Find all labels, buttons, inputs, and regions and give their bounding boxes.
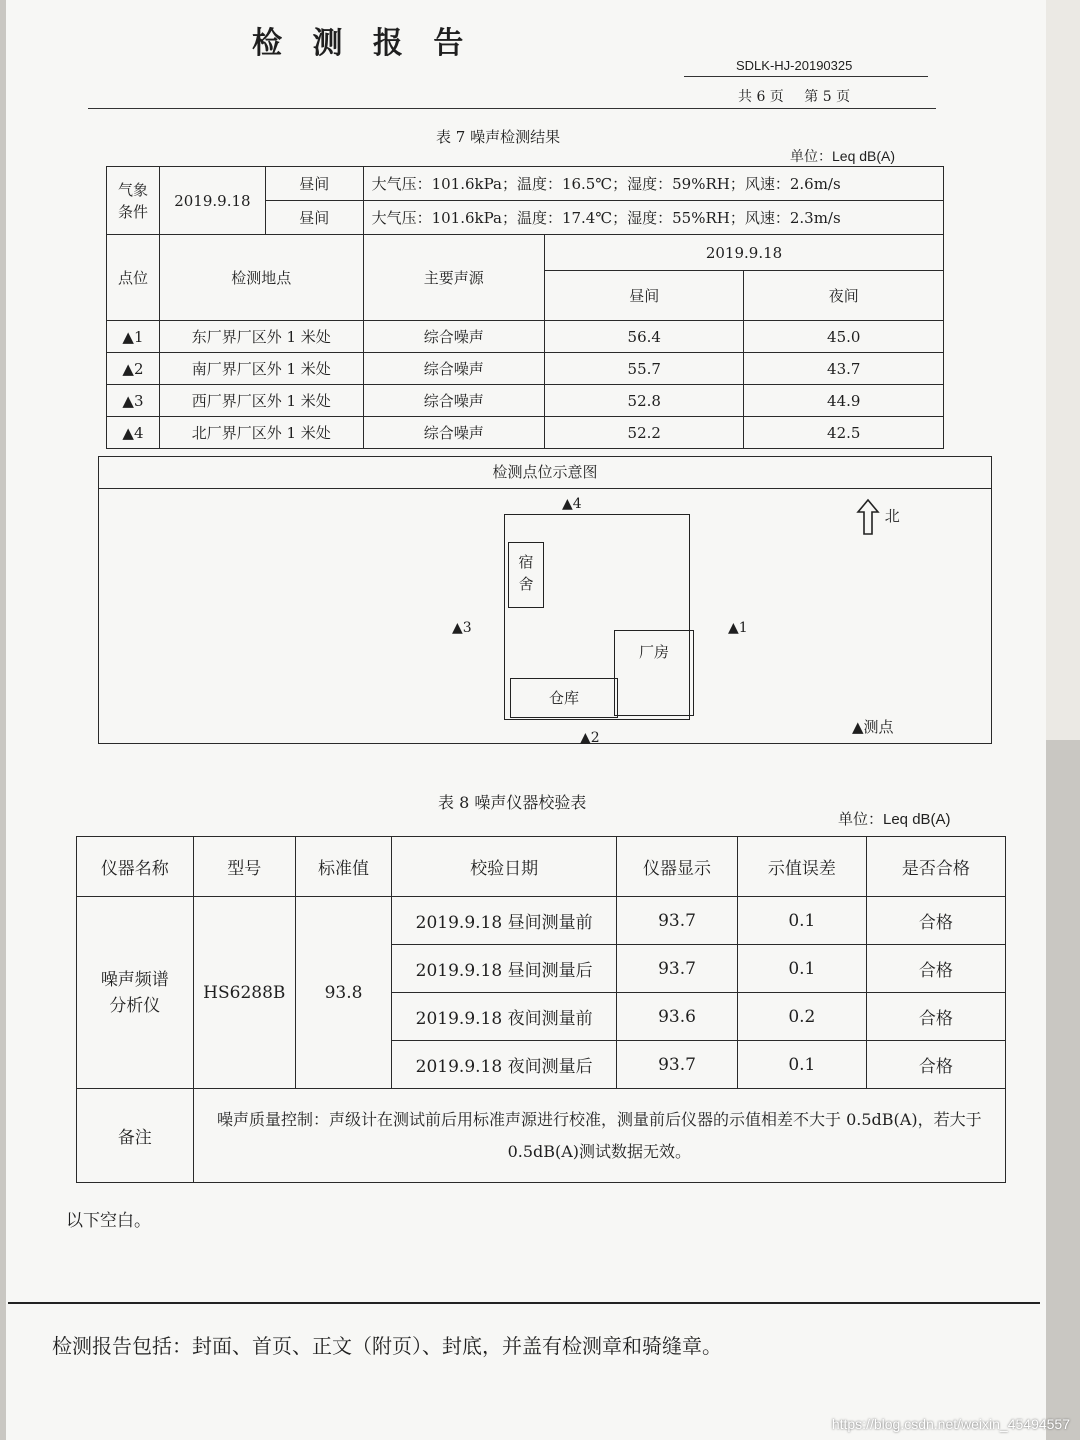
- factory-box: 厂房: [614, 630, 694, 716]
- col-display: 仪器显示: [617, 837, 738, 897]
- cell-night: 45.0: [744, 321, 944, 353]
- cell-pass: 合格: [866, 1041, 1005, 1089]
- cell-display: 93.7: [617, 1041, 738, 1089]
- cell-source: 综合噪声: [363, 321, 544, 353]
- col-model: 型号: [193, 837, 295, 897]
- point-3-marker: ▲3: [452, 620, 472, 636]
- cell-night: 44.9: [744, 385, 944, 417]
- table7-caption: 表 7 噪声检测结果: [436, 128, 561, 146]
- cell-point: ▲1: [107, 321, 160, 353]
- cell-check-date: 2019.9.18 夜间测量后: [392, 1041, 617, 1089]
- header-row: [107, 235, 944, 271]
- point-2-marker: ▲2: [580, 730, 600, 746]
- cell-point: ▲2: [107, 353, 160, 385]
- total-pages: 共 6 页: [738, 89, 784, 105]
- noise-result-table: [106, 166, 944, 449]
- diagram-title: 检测点位示意图: [98, 456, 992, 489]
- col-date: 2019.9.18: [545, 235, 944, 271]
- north-indicator: [856, 498, 900, 536]
- watermark: https://blog.csdn.net/weixin_45494557: [831, 1416, 1070, 1432]
- col-error: 示值误差: [737, 837, 866, 897]
- weather-row: [107, 167, 944, 201]
- cell-check-date: 2019.9.18 昼间测量后: [392, 945, 617, 993]
- col-location: 检测地点: [159, 235, 363, 321]
- cell-location: 东厂界厂区外 1 米处: [159, 321, 363, 353]
- table-row: [107, 417, 944, 449]
- col-day: 昼间: [545, 271, 744, 321]
- cell-day: 52.8: [545, 385, 744, 417]
- cell-standard: 93.8: [295, 897, 391, 1089]
- north-label: 北: [884, 507, 900, 525]
- weather-desc: 大气压：101.6kPa；温度：16.5℃；湿度：59%RH；风速：2.6m/s: [363, 167, 943, 201]
- calibration-table: [76, 836, 1006, 1183]
- cell-location: 北厂界厂区外 1 米处: [159, 417, 363, 449]
- cell-night: 43.7: [744, 353, 944, 385]
- cell-error: 0.1: [737, 945, 866, 993]
- table-row: [107, 353, 944, 385]
- point-4-marker: ▲4: [562, 496, 582, 512]
- header-row: [77, 837, 1006, 897]
- col-check-date: 校验日期: [392, 837, 617, 897]
- cell-display: 93.7: [617, 897, 738, 945]
- cell-location: 南厂界厂区外 1 米处: [159, 353, 363, 385]
- remark-row: [77, 1089, 1006, 1183]
- remark-text: 噪声质量控制：声级计在测试前后用标准声源进行校准，测量前后仪器的示值相差不大于 0.5dB(A)，若大于 0.5dB(A)测试数据无效。: [193, 1089, 1005, 1183]
- cell-night: 42.5: [744, 417, 944, 449]
- table8-unit: 单位：Leq dB(A): [838, 811, 951, 828]
- cell-check-date: 2019.9.18 昼间测量前: [392, 897, 617, 945]
- cell-error: 0.2: [737, 993, 866, 1041]
- point-1-marker: ▲1: [728, 620, 748, 636]
- cell-location: 西厂界厂区外 1 米处: [159, 385, 363, 417]
- cell-source: 综合噪声: [363, 385, 544, 417]
- col-point: 点位: [107, 235, 160, 321]
- cell-day: 56.4: [545, 321, 744, 353]
- weather-label: 气象条件: [107, 167, 160, 235]
- col-standard: 标准值: [295, 837, 391, 897]
- report-number: SDLK-HJ-20190325: [736, 58, 853, 73]
- col-source: 主要声源: [363, 235, 544, 321]
- cell-source: 综合噪声: [363, 417, 544, 449]
- footer-divider: [8, 1302, 1040, 1304]
- divider: [88, 108, 936, 109]
- cell-model: HS6288B: [193, 897, 295, 1089]
- blank-note: 以下空白。: [66, 1211, 151, 1231]
- weather-period: 昼间: [265, 167, 363, 201]
- warehouse-box: 仓库: [510, 678, 618, 718]
- page-number: 第 5 页: [804, 89, 851, 105]
- cell-source: 综合噪声: [363, 353, 544, 385]
- weather-desc: 大气压：101.6kPa；温度：17.4℃；湿度：55%RH；风速：2.3m/s: [363, 201, 943, 235]
- col-night: 夜间: [744, 271, 944, 321]
- dormitory-box: 宿舍: [508, 542, 544, 608]
- cell-error: 0.1: [737, 1041, 866, 1089]
- cell-pass: 合格: [866, 945, 1005, 993]
- table7-unit: 单位：Leq dB(A): [790, 148, 896, 164]
- cell-day: 52.2: [545, 417, 744, 449]
- cell-error: 0.1: [737, 897, 866, 945]
- divider: [684, 76, 928, 77]
- cell-instrument: 噪声频谱分析仪: [77, 897, 194, 1089]
- footer-note: 检测报告包括：封面、首页、正文（附页）、封底，并盖有检测章和骑缝章。: [52, 1334, 722, 1358]
- table-row: [77, 897, 1006, 945]
- page-info: [738, 86, 866, 106]
- cell-point: ▲4: [107, 417, 160, 449]
- legend-measure-point: ▲测点: [852, 718, 894, 736]
- col-pass: 是否合格: [866, 837, 1005, 897]
- cell-day: 55.7: [545, 353, 744, 385]
- cell-pass: 合格: [866, 993, 1005, 1041]
- cell-check-date: 2019.9.18 夜间测量前: [392, 993, 617, 1041]
- cell-point: ▲3: [107, 385, 160, 417]
- weather-date: 2019.9.18: [159, 167, 265, 235]
- col-instrument: 仪器名称: [77, 837, 194, 897]
- north-arrow-icon: [856, 498, 880, 536]
- table8-caption: 表 8 噪声仪器校验表: [438, 793, 587, 812]
- table-row: [107, 385, 944, 417]
- cell-pass: 合格: [866, 897, 1005, 945]
- table-row: [107, 321, 944, 353]
- cell-display: 93.6: [617, 993, 738, 1041]
- remark-label: 备注: [77, 1089, 194, 1183]
- cell-display: 93.7: [617, 945, 738, 993]
- report-title: 检 测 报 告: [252, 26, 474, 61]
- weather-period: 昼间: [265, 201, 363, 235]
